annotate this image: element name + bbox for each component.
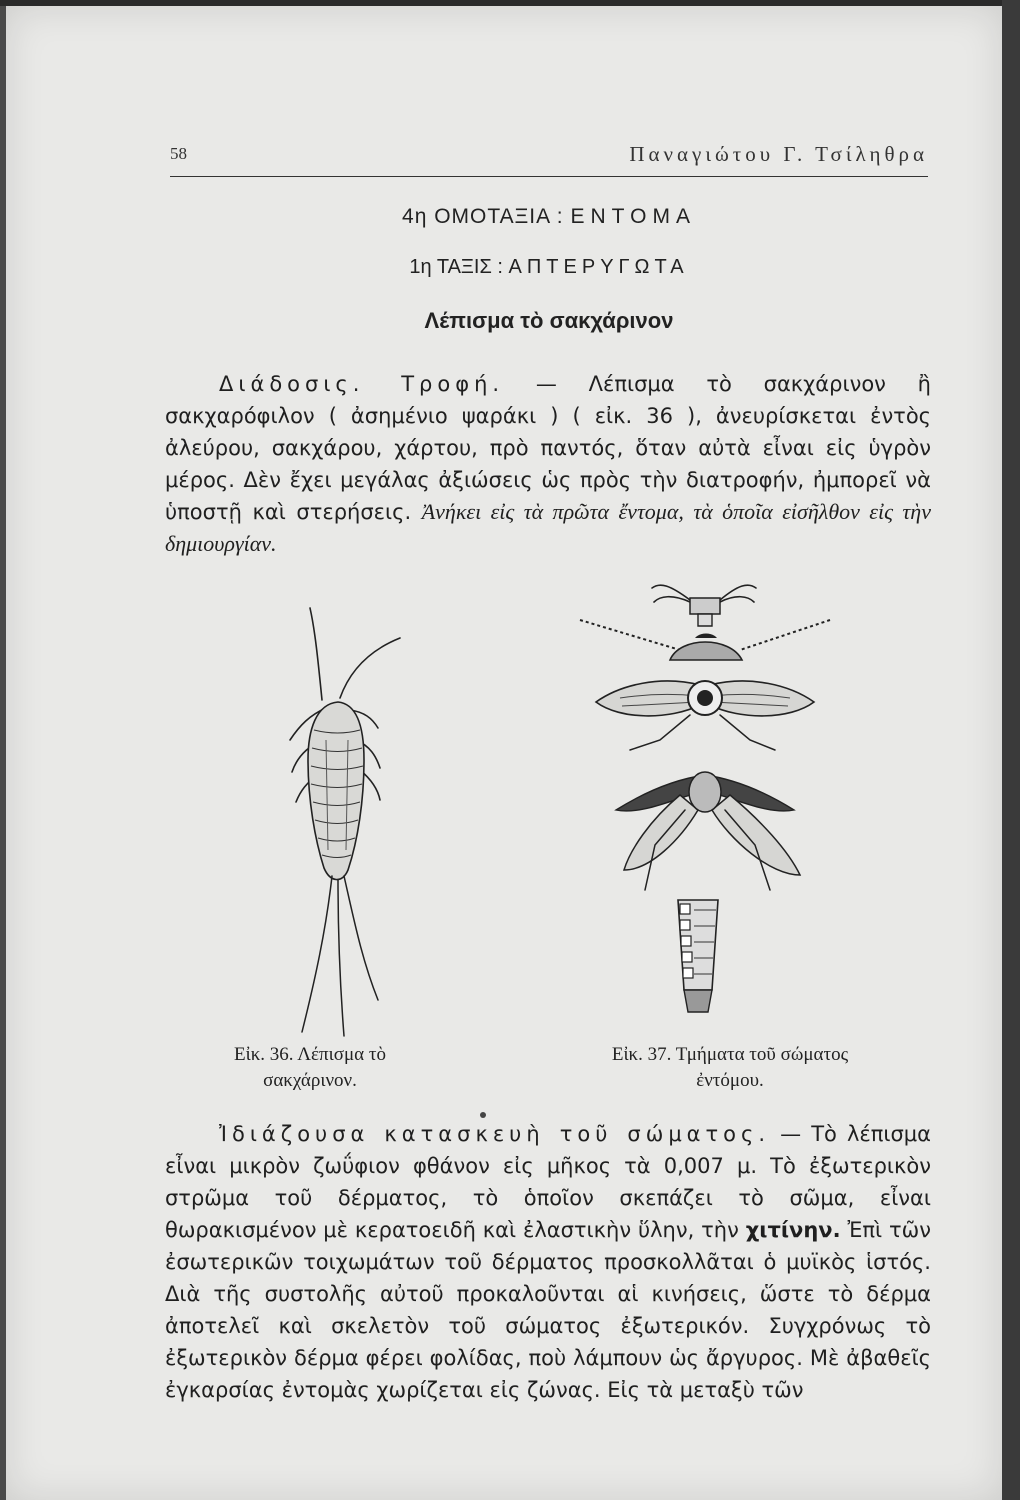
order-prefix: 1η ΤΑΞΙΣ : xyxy=(409,256,503,278)
silverfish-illustration xyxy=(260,600,420,1040)
paragraph-body-structure xyxy=(165,1118,931,1406)
chitin-term: χιτίνην. xyxy=(745,1218,841,1242)
paragraph-text-before: — Τὸ λέπισμα εἶναι μικρὸν ζωΰφιον φθάνον εἰς μῆκος τὰ 0,007 μ. Τὸ ἐξωτερικὸν στρῶμα τοῦ δέρματος, τὸ ὁποῖον σκεπάζει τὸ σῶμα, εἶναι θωρακισμένον μὲ κερατοειδῆ καὶ ἐλαστικὴν ὕλην, τὴν xyxy=(165,1122,931,1242)
paragraph-italic: Ἀνήκει εἰς τὰ πρῶτα ἔντομα, τὰ ὁποῖα εἰσῆλθον εἰς τὴν δημιουργίαν. xyxy=(165,499,931,556)
figure-36-caption xyxy=(195,1042,425,1094)
paragraph-text-after: Ἐπὶ τῶν ἐσωτερικῶν τοιχωμάτων τοῦ δέρματος προσκολλᾶται ὁ μυϊκὸς ἱστός. Διὰ τῆς συστολῆς αὐτοῦ προκαλοῦνται αἱ κινήσεις, ὥστε τὸ δέρμα ἀποτελεῖ καὶ σκελετὸν τοῦ σώματος ἐξωτερικόν. Συγχρόνως τὸ ἐξωτερικὸν δέρμα φέρει φολίδας, ποὺ λάμπουν ὡς ἄργυρος. Μὲ ἀβαθεῖς ἐγκαρσίας ἐντομὰς χωρίζεται εἰς ζώνας. Εἰς τὰ μεταξὺ τῶν xyxy=(165,1218,931,1402)
class-name: ΕΝΤΟΜΑ xyxy=(570,205,696,228)
insect-parts-illustration xyxy=(560,570,850,1025)
paragraph-text: — Λέπισμα τὸ σακχάρινον ἢ σακχαρόφιλον ( ἀσημένιο ψαράκι ) ( εἰκ. 36 ), ἀνευρίσκεται ἐντὸς ἀλεύρου, σακχάρου, χάρτου, πρὸ παντός, ὅταν αὐτὰ εἶναι εἰς ὑγρὸν μέρος. Δὲν ἔχει μεγάλας ἀξιώσεις ὡς πρὸς τὴν διατροφήν, ἠμπορεῖ νὰ ὑποστῇ καὶ στερήσεις. xyxy=(165,372,931,524)
paragraph-lead: Διάδοσις. Τροφή. xyxy=(219,372,505,396)
figure-37-caption-line1: Εἰκ. 37. Τμήματα τοῦ σώματος xyxy=(611,1044,849,1065)
class-prefix: 4η ΟΜΟΤΑΞΙΑ : xyxy=(402,205,564,228)
paragraph-distribution xyxy=(165,368,931,560)
order-name: ΑΠΤΕΡΥΓΩΤΑ xyxy=(508,256,689,278)
order-heading xyxy=(170,256,928,279)
paragraph-lead: Ἰδιάζουσα κατασκευὴ τοῦ σώματος. xyxy=(219,1122,771,1146)
class-heading xyxy=(170,205,928,229)
figure-36-caption-line2: σακχάρινον. xyxy=(263,1070,357,1091)
page-number: 58 xyxy=(170,144,187,163)
species-heading: Λέπισμα τὸ σακχάρινον xyxy=(424,308,674,333)
running-author: Παναγιώτου Γ. Τσίληθρα xyxy=(629,142,928,166)
figure-37-caption xyxy=(560,1042,900,1094)
scan-border-right xyxy=(1002,0,1020,1500)
figure-37-caption-line2: ἐντόμου. xyxy=(696,1070,764,1091)
figure-36-caption-line1: Εἰκ. 36. Λέπισμα τὸ xyxy=(234,1044,386,1065)
running-head xyxy=(170,140,928,177)
